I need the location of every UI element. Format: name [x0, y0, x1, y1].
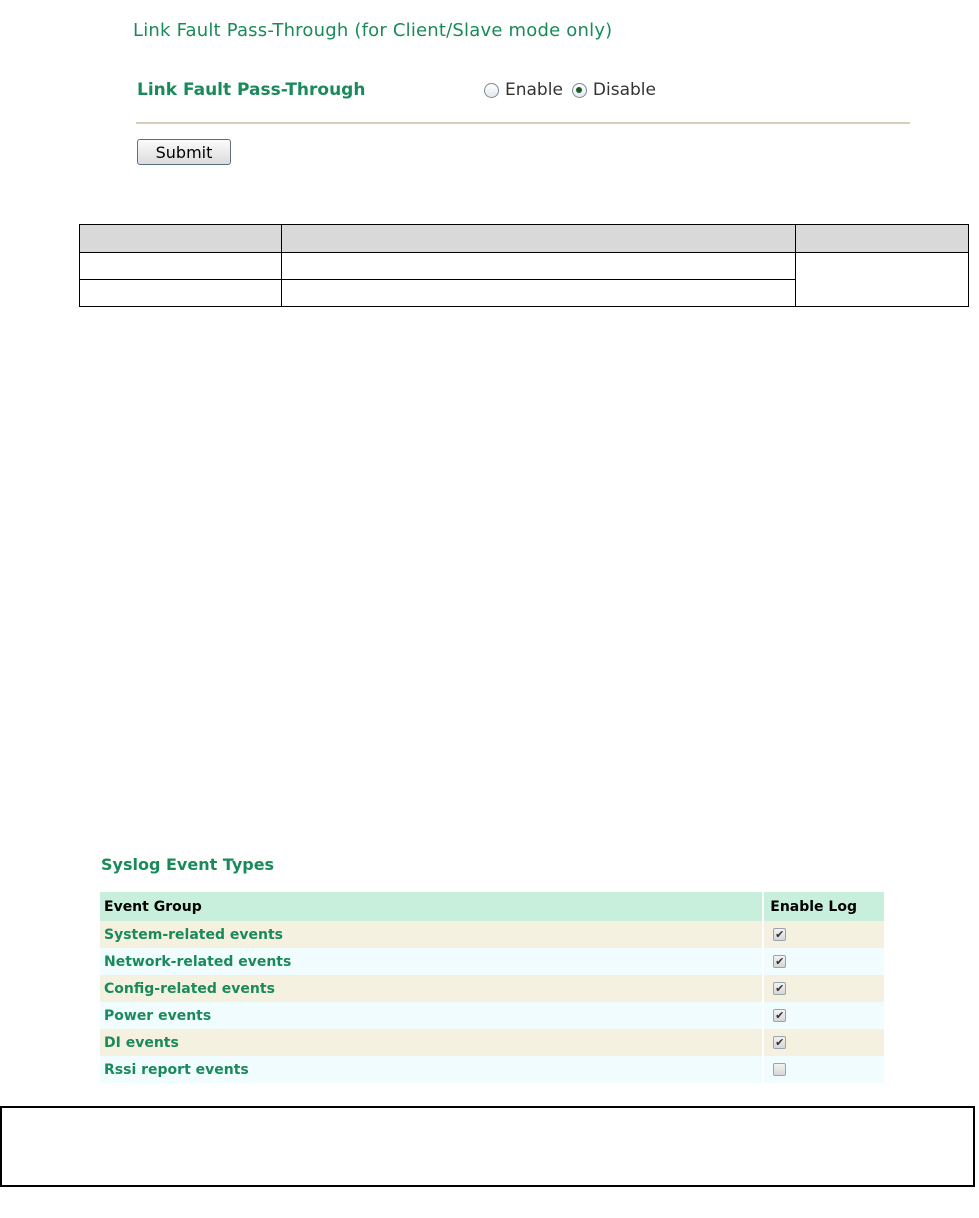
disable-radio-label[interactable]: Disable: [592, 80, 656, 100]
table-header-cell: [80, 225, 282, 253]
enable-log-checkbox-checked[interactable]: ✔: [775, 1036, 785, 1049]
table-row: [100, 1002, 884, 1029]
column-header-event-group: Event Group: [100, 892, 763, 921]
disable-radio[interactable]: [572, 83, 587, 98]
table-cell: [282, 280, 796, 307]
radio-selected-dot: [576, 87, 582, 93]
enable-log-checkbox-checked[interactable]: ✔: [775, 1009, 785, 1022]
enable-log-checkbox-checked[interactable]: ✔: [775, 982, 785, 995]
event-group-name: Power events: [100, 1002, 763, 1029]
section-title-syslog: Syslog Event Types: [101, 855, 275, 874]
event-group-name: Config-related events: [100, 975, 763, 1002]
syslog-table-header: [100, 892, 884, 921]
table-row: [100, 948, 884, 975]
table-cell: [282, 253, 796, 280]
note-box: [0, 1106, 975, 1187]
link-fault-label: Link Fault Pass-Through: [137, 80, 366, 100]
column-header-enable-log: Enable Log: [763, 892, 884, 921]
enable-log-cell: [763, 948, 884, 975]
empty-table: [79, 224, 969, 307]
enable-radio[interactable]: [484, 83, 499, 98]
enable-log-cell: [763, 1029, 884, 1056]
enable-radio-label[interactable]: Enable: [505, 80, 563, 100]
link-fault-radio-group: [484, 80, 665, 100]
enable-log-cell: [763, 975, 884, 1002]
table-header-row: [80, 225, 969, 253]
enable-log-cell: [763, 1002, 884, 1029]
divider: [136, 122, 910, 124]
enable-log-cell: [763, 921, 884, 948]
enable-log-cell: [763, 1056, 884, 1083]
event-group-name: Rssi report events: [100, 1056, 763, 1083]
table-row: [100, 921, 884, 948]
table-header-cell: [282, 225, 796, 253]
table-row: [100, 1056, 884, 1083]
section-title-link-fault: Link Fault Pass-Through (for Client/Slave mode only): [133, 20, 613, 41]
enable-log-checkbox-checked[interactable]: ✔: [775, 928, 785, 941]
table-cell: [80, 253, 282, 280]
table-cell-merged: [796, 253, 969, 307]
table-row: [100, 975, 884, 1002]
enable-log-checkbox-checked[interactable]: ✔: [775, 955, 785, 968]
event-group-name: Network-related events: [100, 948, 763, 975]
table-row: [100, 1029, 884, 1056]
enable-log-checkbox[interactable]: [773, 1063, 786, 1076]
table-row: [80, 253, 969, 280]
event-group-name: System-related events: [100, 921, 763, 948]
table-cell: [80, 280, 282, 307]
syslog-event-table: [100, 892, 884, 1083]
table-header-cell: [796, 225, 969, 253]
event-group-name: DI events: [100, 1029, 763, 1056]
submit-button[interactable]: Submit: [137, 139, 231, 165]
